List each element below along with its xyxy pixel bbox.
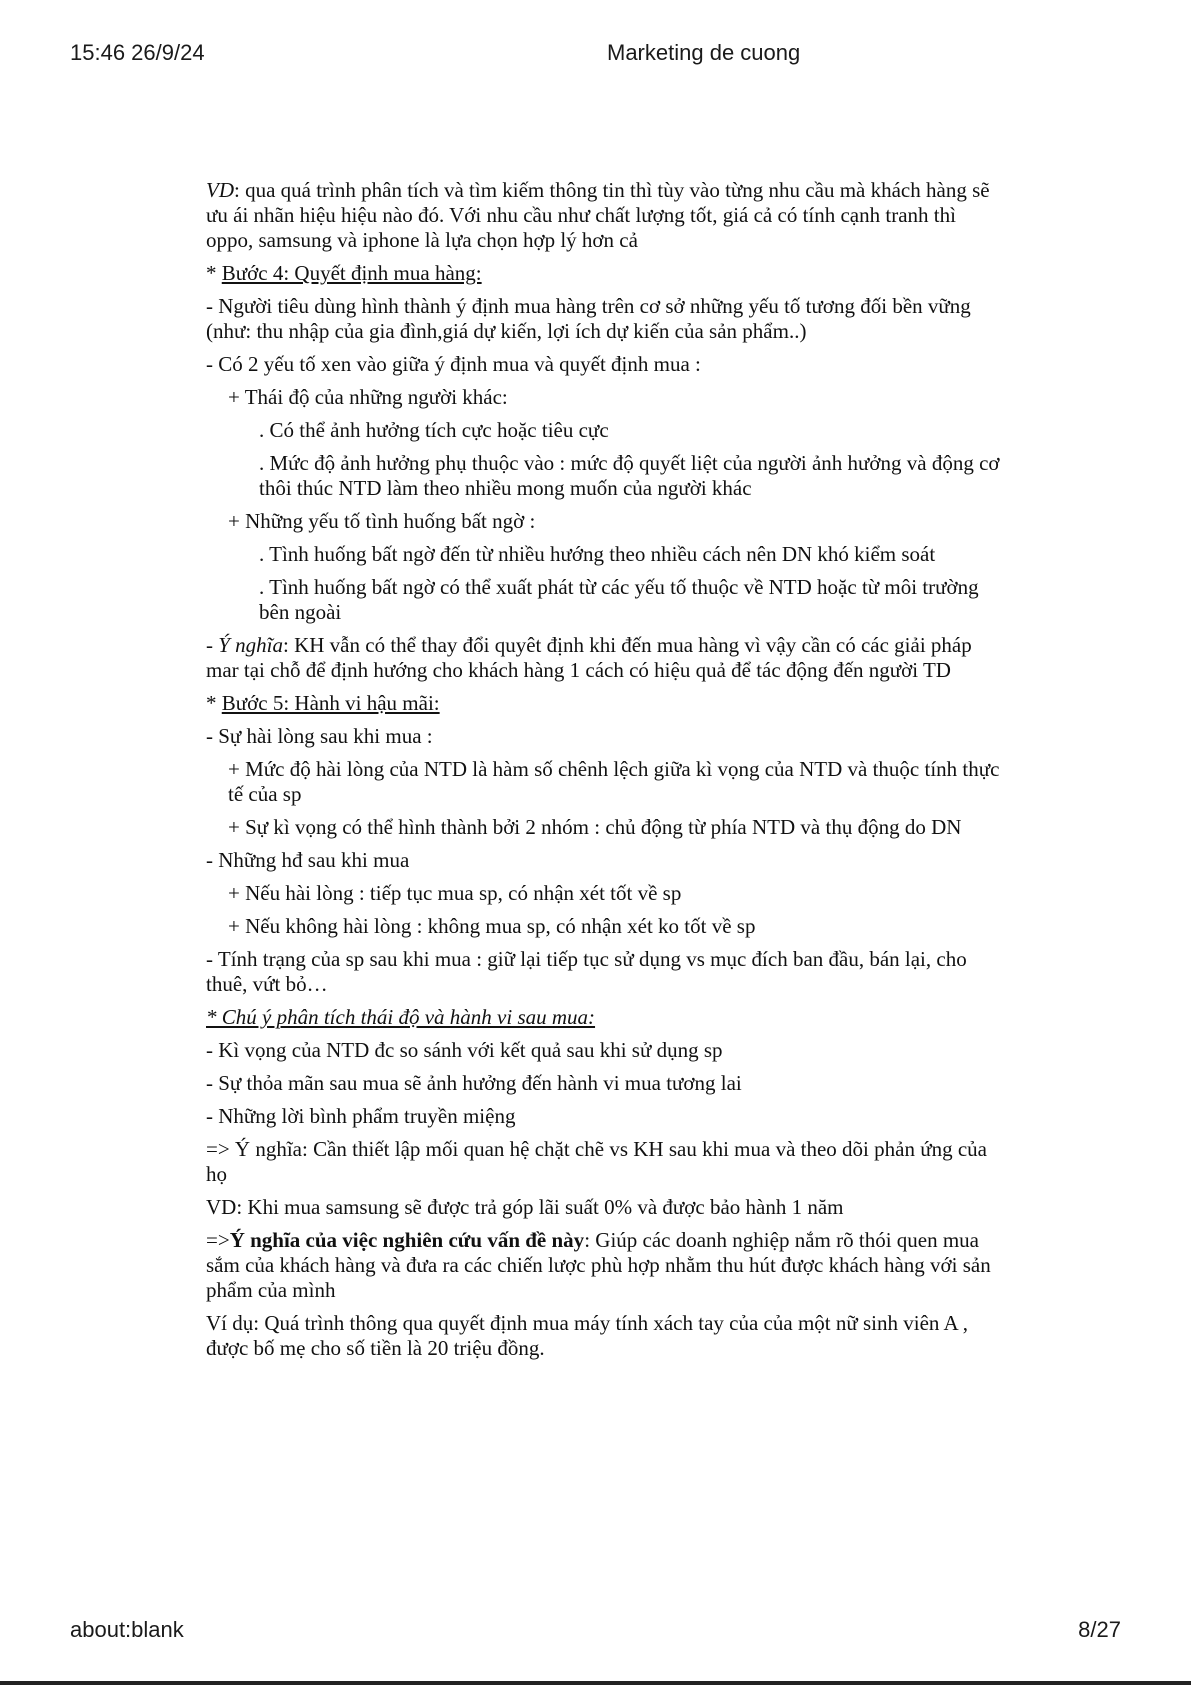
document-body bbox=[206, 178, 1006, 1369]
paragraph-example: Ví dụ: Quá trình thông qua quyết định mua máy tính xách tay của của một nữ sinh viên A , được bố mẹ cho số tiền là 20 triệu đồng. bbox=[206, 1311, 968, 1360]
step-5-heading bbox=[206, 691, 1006, 716]
paragraph-vd-1 bbox=[206, 178, 1006, 253]
sub-item: + Nếu hài lòng : tiếp tục mua sp, có nhận xét tốt về sp bbox=[228, 881, 682, 905]
document-title: Marketing de cuong bbox=[607, 40, 801, 65]
print-timestamp: 15:46 26/9/24 bbox=[70, 40, 205, 65]
note-title: * Chú ý phân tích thái độ và hành vi sau mua: bbox=[206, 1005, 596, 1029]
note-heading bbox=[206, 1005, 1006, 1030]
sub-item: + Những yếu tố tình huống bất ngờ : bbox=[228, 509, 536, 533]
research-label: Ý nghĩa của việc nghiên cứu vấn đề này bbox=[229, 1228, 585, 1252]
paragraph: - Những lời bình phẩm truyền miệng bbox=[206, 1104, 516, 1128]
bottom-divider bbox=[0, 1681, 1191, 1685]
heading-bullet: * bbox=[206, 691, 222, 715]
sub-item: + Sự kì vọng có thể hình thành bởi 2 nhóm : chủ động từ phía NTD và thụ động do DN bbox=[228, 815, 962, 839]
heading-bullet: * bbox=[206, 261, 222, 285]
paragraph: - Sự hài lòng sau khi mua : bbox=[206, 724, 433, 748]
paragraph: - Sự thỏa mãn sau mua sẽ ảnh hưởng đến hành vi mua tương lai bbox=[206, 1071, 742, 1095]
y-nghia-label: Ý nghĩa bbox=[218, 633, 284, 657]
sub-sub-item: . Tình huống bất ngờ đến từ nhiều hướng theo nhiều cách nên DN khó kiểm soát bbox=[259, 542, 936, 566]
vd-label: VD bbox=[206, 178, 234, 202]
y-nghia-text: : KH vẫn có thể thay đổi quyêt định khi đến mua hàng vì vậy cần có các giải pháp mar tại chỗ để định hướng cho khách hàng 1 cách có hiệu quả để tác động đến người TD bbox=[206, 633, 972, 682]
paragraph: - Kì vọng của NTD đc so sánh với kết quả sau khi sử dụng sp bbox=[206, 1038, 723, 1062]
sub-item: + Mức độ hài lòng của NTD là hàm số chênh lệch giữa kì vọng của NTD và thuộc tính thực tế của sp bbox=[228, 757, 1000, 806]
sub-item: + Thái độ của những người khác: bbox=[228, 385, 508, 409]
vd-text: : qua quá trình phân tích và tìm kiếm thông tin thì tùy vào từng nhu cầu mà khách hàng sẽ ưu ái nhãn hiệu hiệu nào đó. Với nhu cầu như chất lượng tốt, giá cả có tính cạnh tranh thì oppo, samsung và iphone là lựa chọn hợp lý hơn cả bbox=[206, 178, 990, 252]
paragraph: - Tính trạng của sp sau khi mua : giữ lại tiếp tục sử dụng vs mục đích ban đầu, bán lại, cho thuê, vứt bỏ… bbox=[206, 947, 967, 996]
step-4-title: Bước 4: Quyết định mua hàng: bbox=[221, 261, 482, 285]
paragraph: - Những hđ sau khi mua bbox=[206, 848, 410, 872]
research-text: : Giúp các doanh nghiệp nắm rõ thói quen mua sắm của khách hàng và đưa ra các chiến lược phù hợp nhằm thu hút được khách hàng với sản phẩm của mình bbox=[206, 1228, 991, 1302]
paragraph-research bbox=[206, 1228, 1006, 1303]
paragraph: - Người tiêu dùng hình thành ý định mua hàng trên cơ sở những yếu tố tương đối bền vững (như: thu nhập của gia đình,giá dự kiến, lợi ích dự kiến của sản phẩm..) bbox=[206, 294, 971, 343]
sub-sub-item: . Mức độ ảnh hưởng phụ thuộc vào : mức độ quyết liệt của người ảnh hưởng và động cơ thôi thúc NTD làm theo nhiều mong muốn của người khác bbox=[259, 451, 1000, 500]
paragraph: VD: Khi mua samsung sẽ được trả góp lãi suất 0% và được bảo hành 1 năm bbox=[206, 1195, 844, 1219]
page-number: 8/27 bbox=[1078, 1617, 1121, 1642]
page-url: about:blank bbox=[70, 1617, 184, 1642]
step-4-heading bbox=[206, 261, 1006, 286]
paragraph: => Ý nghĩa: Cần thiết lập mối quan hệ chặt chẽ vs KH sau khi mua và theo dõi phản ứng của họ bbox=[206, 1137, 987, 1186]
dash: - bbox=[206, 633, 219, 657]
sub-item: + Nếu không hài lòng : không mua sp, có nhận xét ko tốt về sp bbox=[228, 914, 756, 938]
arrow-prefix: => bbox=[206, 1228, 230, 1252]
sub-sub-item: . Có thể ảnh hưởng tích cực hoặc tiêu cực bbox=[259, 418, 609, 442]
paragraph-y-nghia bbox=[206, 633, 1006, 683]
sub-sub-item: . Tình huống bất ngờ có thể xuất phát từ các yếu tố thuộc về NTD hoặc từ môi trường bên ngoài bbox=[259, 575, 979, 624]
step-5-title: Bước 5: Hành vi hậu mãi: bbox=[221, 691, 440, 715]
paragraph: - Có 2 yếu tố xen vào giữa ý định mua và quyết định mua : bbox=[206, 352, 701, 376]
